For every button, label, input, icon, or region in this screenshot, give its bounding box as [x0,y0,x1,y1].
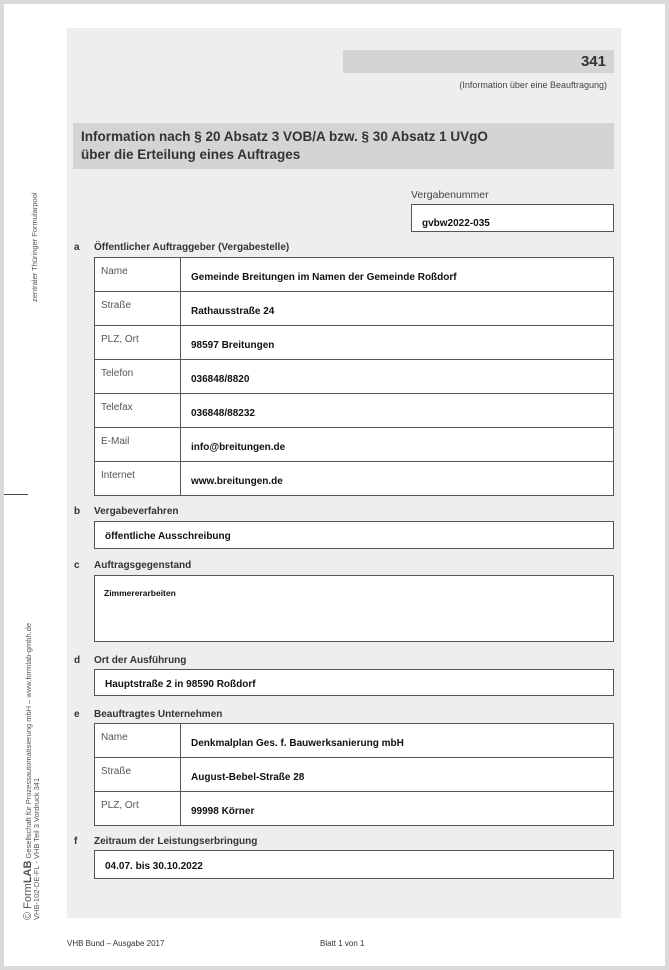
row-value-fax[interactable]: 036848/88232 [181,394,614,428]
section-d-title: Ort der Ausführung [94,655,187,666]
row-value-company[interactable]: Denkmalplan Ges. f. Bauwerksanierung mbH [181,724,614,758]
formlab-logo-bold: LAB [22,860,34,884]
table-row [95,462,614,496]
contracting-authority-table [94,257,614,496]
section-a-title: Öffentlicher Auftraggeber (Vergabestelle) [94,242,290,253]
table-row [95,792,614,826]
section-c-letter: c [74,560,80,571]
table-row [95,428,614,462]
row-label: Straße [95,758,181,792]
table-row [95,258,614,292]
section-f-title: Zeitraum der Leistungserbringung [94,836,258,847]
section-b-letter: b [74,506,81,517]
subject-field[interactable] [94,575,614,642]
place-field[interactable] [94,669,614,696]
row-label: Internet [95,462,181,496]
contractor-table [94,723,614,826]
section-f-letter: f [74,836,78,847]
row-label: PLZ, Ort [95,326,181,360]
table-row [95,724,614,758]
table-row [95,394,614,428]
procedure-value: öffentliche Ausschreibung [105,531,231,542]
period-value: 04.07. bis 30.10.2022 [105,861,203,872]
section-a-letter: a [74,242,80,253]
form-title-line2: über die Erteilung eines Auftrages [81,147,301,162]
row-label: Name [95,724,181,758]
row-label: PLZ, Ort [95,792,181,826]
row-value-email[interactable]: info@breitungen.de [181,428,614,462]
form-number: 341 [580,53,606,70]
row-value-internet[interactable]: www.breitungen.de [181,462,614,496]
row-label: Telefax [95,394,181,428]
margin-form-ref: VHB-102-DE-FL - VHB Teil 3 Vordruck 341 [32,777,41,920]
award-number-field[interactable] [411,204,614,232]
form-title-line1: Information nach § 20 Absatz 3 VOB/A bzw. § 30 Absatz 1 UVgO [81,129,488,144]
margin-top-note: zentraler Thüringer Formularpool [30,192,39,302]
form-subtitle: (Information über eine Beauftragung) [459,80,607,90]
row-value-name[interactable]: Gemeinde Breitungen im Namen der Gemeinde Roßdorf [181,258,614,292]
table-row [95,360,614,394]
row-value-street[interactable]: August-Bebel-Straße 28 [181,758,614,792]
place-value: Hauptstraße 2 in 98590 Roßdorf [105,679,256,690]
row-value-street[interactable]: Rathausstraße 24 [181,292,614,326]
row-value-phone[interactable]: 036848/8820 [181,360,614,394]
form-number-bar [343,50,614,73]
row-value-zip-city[interactable]: 99998 Körner [181,792,614,826]
section-e-title: Beauftragtes Unternehmen [94,709,223,720]
table-row [95,758,614,792]
margin-fold-mark [4,494,28,495]
row-label: Straße [95,292,181,326]
procedure-field[interactable] [94,521,614,549]
row-value-zip-city[interactable]: 98597 Breitungen [181,326,614,360]
award-number-value: gvbw2022-035 [422,218,490,229]
title-bar [73,123,614,169]
footer-edition: VHB Bund – Ausgabe 2017 [67,939,165,948]
section-c-title: Auftragsgegenstand [94,560,192,571]
subject-value: Zimmererarbeiten [104,588,176,598]
section-b-title: Vergabeverfahren [94,506,179,517]
formlab-logo: © Form [22,883,34,920]
row-label: Name [95,258,181,292]
section-e-letter: e [74,709,80,720]
period-field[interactable] [94,850,614,879]
row-label: Telefon [95,360,181,394]
brand-suffix: Gesellschaft für Prozessautomatisierung mbH – www.formlab-gmbh.de [24,622,33,861]
footer-page-count: Blatt 1 von 1 [320,939,365,948]
table-row [95,326,614,360]
award-number-label: Vergabenummer [411,189,489,201]
row-label: E-Mail [95,428,181,462]
table-row [95,292,614,326]
section-d-letter: d [74,655,81,666]
